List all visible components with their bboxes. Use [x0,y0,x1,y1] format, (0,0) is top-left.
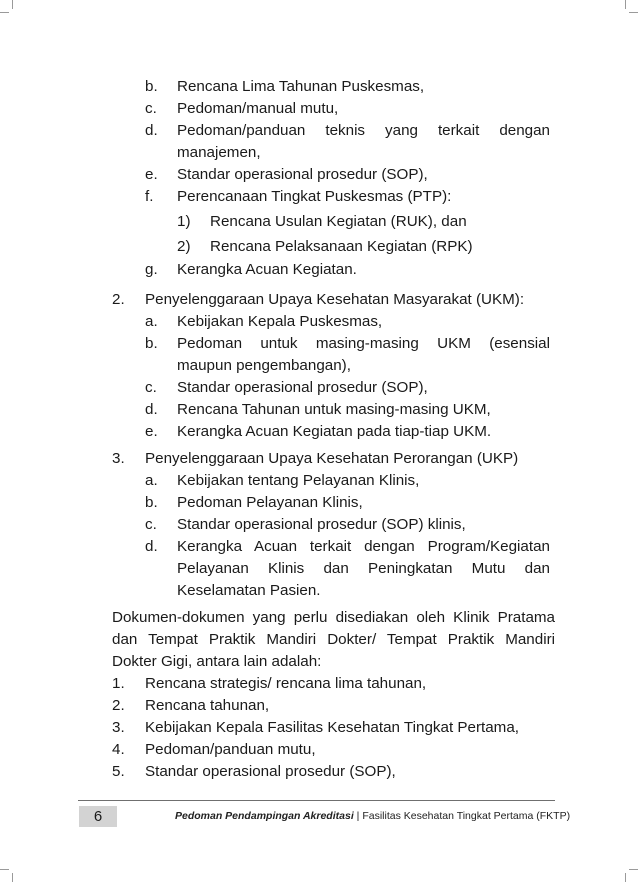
numbered-item [112,695,555,717]
paragraph-text: dan Tempat Praktik Mandiri Dokter/ Tempat Praktik Mandiri [112,631,555,648]
list-marker: b. [145,494,158,511]
numbered-item [112,739,555,761]
list-item [145,536,555,558]
footer-divider [78,800,555,801]
list-text: Standar operasional prosedur (SOP) klinis, [177,516,466,533]
list-marker: b. [145,335,158,352]
list-marker: f. [145,188,154,205]
list-item [145,421,555,443]
crop-mark [12,0,13,9]
list-item [145,492,555,514]
numbered-item [112,761,555,783]
list-text: Pedoman Pelayanan Klinis, [177,494,363,511]
list-marker: c. [145,100,157,117]
footer-title-rest: Fasilitas Kesehatan Tingkat Pertama (FKTP) [362,810,571,822]
list-item-continuation [145,580,555,602]
crop-mark [12,873,13,882]
list-text: Kerangka Acuan terkait dengan Program/Kegiatan [177,538,550,555]
running-footer [175,806,570,827]
list-marker: c. [145,516,157,533]
numbered-item [112,717,555,739]
list-marker: 1. [112,675,125,692]
footer-title-bold: Pedoman Pendampingan Akreditasi [175,810,354,822]
list-text: manajemen, [177,144,261,161]
list-marker: 3. [112,450,125,467]
numbered-item [112,448,555,470]
list-marker: 2) [177,238,191,255]
list-text: Penyelenggaraan Upaya Kesehatan Masyarakat (UKM): [145,291,525,308]
list-text: Pedoman/panduan teknis yang terkait dengan [177,122,550,139]
list-text: Pedoman untuk masing-masing UKM (esensial [177,335,550,352]
list-item [145,120,555,142]
list-item-continuation [145,355,555,377]
footer-separator: | [356,810,360,822]
crop-mark [0,869,9,870]
list-item [145,186,555,208]
list-marker: 1) [177,213,191,230]
list-item [145,377,555,399]
list-text: Keselamatan Pasien. [177,582,321,599]
numbered-item [112,673,555,695]
list-item [145,259,555,281]
list-marker: g. [145,261,158,278]
paragraph-line [112,607,555,629]
list-marker: e. [145,423,158,440]
list-marker: e. [145,166,158,183]
list-text: Kerangka Acuan Kegiatan pada tiap-tiap UKM. [177,423,492,440]
list-text: Rencana Pelaksanaan Kegiatan (RPK) [210,238,473,255]
list-item [145,76,555,98]
list-marker: 2. [112,697,125,714]
list-item [145,333,555,355]
list-text: Kebijakan Kepala Fasilitas Kesehatan Tingkat Pertama, [145,719,519,736]
list-item-continuation [145,142,555,164]
list-marker: 4. [112,741,125,758]
paragraph-line [112,629,555,651]
list-marker: 5. [112,763,125,780]
list-text: Rencana Lima Tahunan Puskesmas, [177,78,425,95]
numbered-item [112,289,555,311]
list-text: maupun pengembangan), [177,357,351,374]
list-text: Penyelenggaraan Upaya Kesehatan Perorangan (UKP) [145,450,519,467]
list-item-continuation [145,558,555,580]
list-marker: d. [145,122,158,139]
list-item [145,164,555,186]
list-text: Pelayanan Klinis dan Peningkatan Mutu dan [177,560,550,577]
list-text: Rencana strategis/ rencana lima tahunan, [145,675,427,692]
crop-mark [625,0,626,9]
list-text: Pedoman/manual mutu, [177,100,339,117]
page-number: 6 [79,806,117,827]
list-text: Standar operasional prosedur (SOP), [177,379,428,396]
list-text: Rencana Usulan Kegiatan (RUK), dan [210,213,467,230]
list-text: Pedoman/panduan mutu, [145,741,316,758]
list-marker: b. [145,78,158,95]
list-marker: a. [145,472,158,489]
sub-list-item [177,211,555,233]
list-item [145,98,555,120]
paragraph-text: Dokter Gigi, antara lain adalah: [112,653,322,670]
list-marker: d. [145,401,158,418]
list-text: Standar operasional prosedur (SOP), [145,763,396,780]
list-text: Perencanaan Tingkat Puskesmas (PTP): [177,188,452,205]
list-text: Kebijakan tentang Pelayanan Klinis, [177,472,420,489]
list-marker: 3. [112,719,125,736]
list-text: Kerangka Acuan Kegiatan. [177,261,357,278]
list-text: Rencana Tahunan untuk masing-masing UKM, [177,401,491,418]
list-marker: a. [145,313,158,330]
list-item [145,399,555,421]
list-item [145,514,555,536]
crop-mark [625,873,626,882]
list-marker: d. [145,538,158,555]
list-text: Rencana tahunan, [145,697,270,714]
list-item [145,470,555,492]
crop-mark [629,12,638,13]
list-marker: 2. [112,291,125,308]
list-text: Kebijakan Kepala Puskesmas, [177,313,383,330]
list-marker: c. [145,379,157,396]
paragraph-line [112,651,555,673]
crop-mark [629,869,638,870]
crop-mark [0,12,9,13]
sub-list-item [177,236,555,258]
list-item [145,311,555,333]
list-text: Standar operasional prosedur (SOP), [177,166,428,183]
paragraph-text: Dokumen-dokumen yang perlu disediakan oleh Klinik Pratama [112,609,555,626]
